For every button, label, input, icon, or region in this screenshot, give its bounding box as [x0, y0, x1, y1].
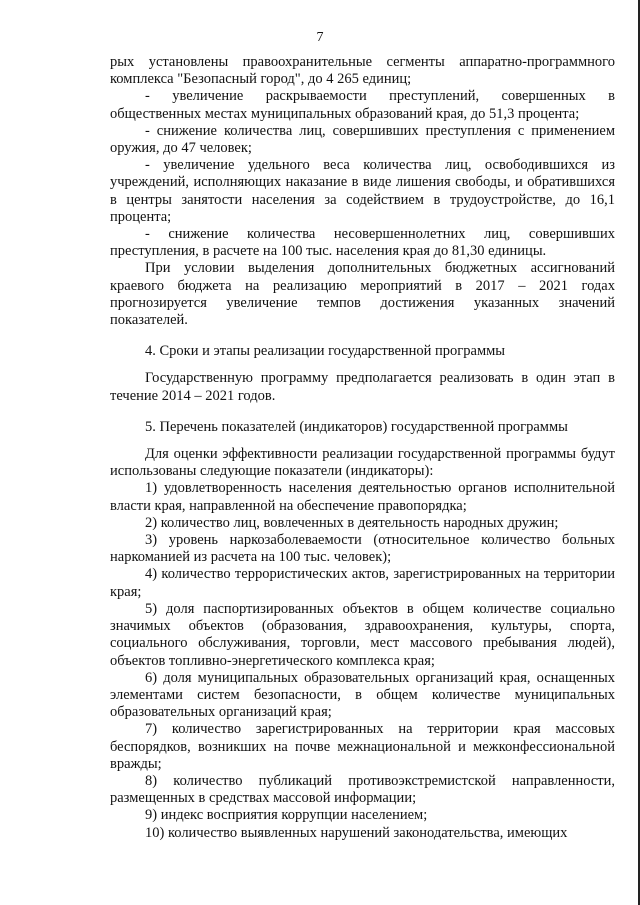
indicator-item-2: 2) количество лиц, вовлеченных в деятельность народных дружин;	[145, 514, 559, 531]
paragraph-budget-forecast: При условии выделения дополнительных бюджетных ассигнований краевого бюджета на реализацию мероприятий в 2017 – 2021 годах прогнозируется увеличение темпов достижения указанных значений показателей.	[110, 260, 615, 329]
page-number: 7	[316, 30, 324, 45]
indicator-item-1: 1) удовлетворенность населения деятельностью органов исполнительной власти края, направленной на обеспечение правопорядка;	[110, 480, 615, 514]
indicator-item-7: 7) количество зарегистрированных на территории края массовых беспорядков, возникших на почве межнациональной и межконфессиональной вражды;	[110, 721, 615, 772]
list-item-armed-crimes: - снижение количества лиц, совершивших преступления с применением оружия, до 47 человек;	[110, 122, 615, 157]
list-item-crime-detection: - увеличение раскрываемости преступлений, совершенных в общественных местах муниципальных образований края, до 51,3 процента;	[110, 88, 615, 122]
paragraph-continuation: рых установлены правоохранительные сегменты аппаратно-программного комплекса "Безопасный город", до 4 265 единиц;	[110, 54, 615, 88]
indicator-item-5: 5) доля паспортизированных объектов в общем количестве социально значимых объектов (образования, здравоохранения, культуры, спорта, социального обслуживания, торговли, мест массового пребывания людей), объектов топливно-энергетического комплекса края;	[110, 600, 615, 669]
indicator-item-6: 6) доля муниципальных образовательных организаций края, оснащенных элементами систем безопасности, в общем количестве муниципальных образовательных организаций края;	[110, 669, 615, 721]
indicator-item-8: 8) количество публикаций противоэкстремистской направленности, размещенных в средствах массовой информации;	[110, 772, 615, 807]
list-item-employment: - увеличение удельного веса количества лиц, освободившихся из учреждений, исполняющих наказание в виде лишения свободы, и обратившихся в центры занятости населения за содействием в трудоустройстве, до 16,1 процента;	[110, 157, 615, 225]
section-heading-5: 5. Перечень показателей (индикаторов) государственной программы	[145, 418, 568, 435]
paragraph-terms: Государственную программу предполагается реализовать в один этап в течение 2014 – 2021 годов.	[110, 370, 615, 404]
list-item-juvenile-crimes: - снижение количества несовершеннолетних лиц, совершивших преступления, в расчете на 100 тыс. населения края до 81,30 единицы.	[110, 226, 615, 260]
body-text	[110, 54, 615, 842]
paragraph-indicators-intro: Для оценки эффективности реализации государственной программы будут использованы следующие показатели (индикаторы):	[110, 446, 615, 480]
section-heading-4: 4. Сроки и этапы реализации государственной программы	[145, 343, 506, 360]
indicator-item-3: 3) уровень наркозаболеваемости (относительное количество больных наркоманией из расчета на 100 тыс. человек);	[110, 532, 615, 566]
indicator-item-4: 4) количество террористических актов, зарегистрированных на территории края;	[110, 566, 615, 600]
indicator-item-10: 10) количество выявленных нарушений законодательства, имеющих	[145, 824, 568, 841]
indicator-item-9: 9) индекс восприятия коррупции населением;	[145, 807, 428, 824]
